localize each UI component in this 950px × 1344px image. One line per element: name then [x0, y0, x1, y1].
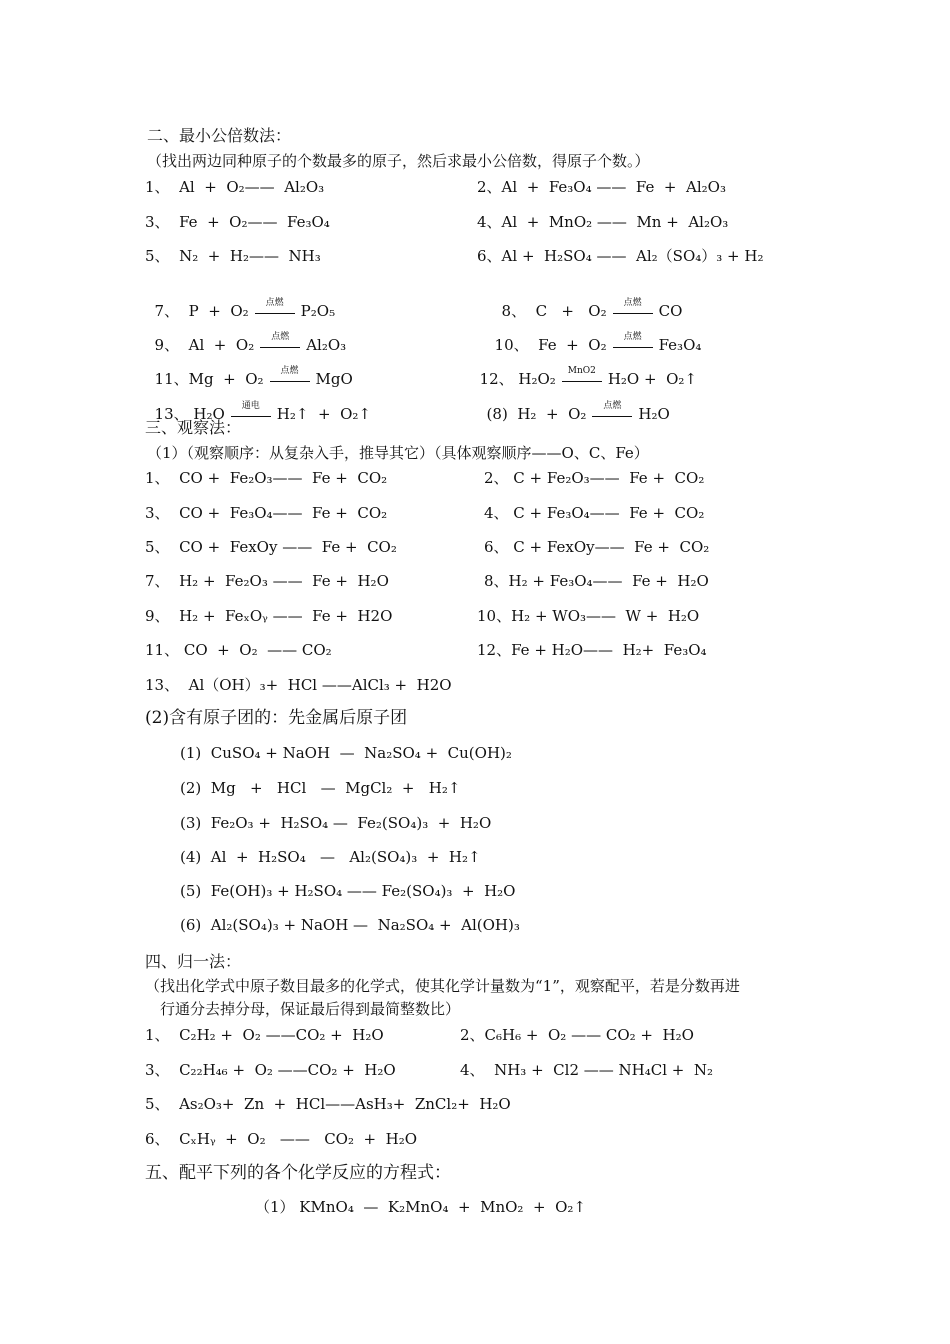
section-title-lcm: 二、最小公倍数法： — [147, 126, 292, 145]
reaction-condition: 点燃 — [258, 339, 302, 353]
equation-row: 2、 C + Fe₂O₃—— Fe + CO₂ — [484, 469, 705, 487]
equation-row: 3、 CO + Fe₃O₄—— Fe + CO₂ — [145, 504, 388, 522]
reaction-condition: 点燃 — [590, 408, 634, 422]
equation-row: 12、 H₂O₂ MnO2 H₂O + O₂↑ — [479, 366, 697, 388]
section-title-balance: 五、配平下列的各个化学反应的方程式： — [145, 1163, 451, 1183]
reaction-condition: 点燃 — [611, 305, 655, 319]
equation-row: (1) CuSO₄ + NaOH — Na₂SO₄ + Cu(OH)₂ — [180, 744, 512, 762]
equation-row: 6、 CₓHᵧ + O₂ —— CO₂ + H₂O — [145, 1130, 418, 1148]
equation-row: (2) Mg + HCl — MgCl₂ + H₂↑ — [180, 779, 461, 797]
equation-row: 5、 N₂ + H₂—— NH₃ — [145, 247, 321, 265]
equation-row: (6) Al₂(SO₄)₃ + NaOH — Na₂SO₄ + Al(OH)₃ — [180, 916, 520, 934]
equation-row: 3、 C₂₂H₄₆ + O₂ ——CO₂ + H₂O — [145, 1061, 396, 1079]
section-title-observation: 三、观察法： — [145, 418, 242, 437]
equation-row: 2、C₆H₆ + O₂ —— CO₂ + H₂O — [460, 1026, 694, 1044]
reaction-condition: 点燃 — [268, 373, 312, 387]
equation-row: 5、 As₂O₃+ Zn + HCl——AsH₃+ ZnCl₂+ H₂O — [145, 1095, 511, 1113]
equation-row: 12、Fe + H₂O—— H₂+ Fe₃O₄ — [477, 641, 707, 659]
equation-row: 11、 CO + O₂ —— CO₂ — [145, 641, 332, 659]
equation-row: 7、 P + O₂ 点燃 P₂O₅ — [154, 298, 336, 320]
equation-row: 9、 H₂ + FeₓOᵧ —— Fe + H2O — [145, 607, 393, 625]
equation-row: 10、 Fe + O₂ 点燃 Fe₃O₄ — [494, 332, 702, 354]
equation-row: 10、H₂ + WO₃—— W + H₂O — [477, 607, 700, 625]
equation-row: 2、Al + Fe₃O₄ —— Fe + Al₂O₃ — [477, 178, 726, 196]
section-note-normalization: （找出化学式中原子数目最多的化学式，使其化学计量数为“1”，观察配平，若是分数再进 — [145, 977, 740, 995]
equation-row: 13、 H₂O 通电 H₂↑ + O₂↑ — [154, 401, 371, 423]
equation-row: 6、 C + FexOy—— Fe + CO₂ — [484, 538, 710, 556]
equation-row: 13、 Al（OH）₃+ HCl ——AlCl₃ + H2O — [145, 676, 452, 694]
equation-row: (8) H₂ + O₂ 点燃 H₂O — [486, 401, 670, 423]
equation-row: 6、Al + H₂SO₄ —— Al₂（SO₄）₃ + H₂ — [477, 247, 764, 265]
section-note-normalization: 行通分去掉分母，保证最后得到最简整数比） — [160, 1000, 461, 1018]
equation-row: 4、Al + MnO₂ —— Mn + Al₂O₃ — [477, 213, 729, 231]
equation-row: 3、 Fe + O₂—— Fe₃O₄ — [145, 213, 330, 231]
equation-row: 1、 Al + O₂—— Al₂O₃ — [145, 178, 325, 196]
equation-row: 1、 CO + Fe₂O₃—— Fe + CO₂ — [145, 469, 388, 487]
reaction-condition: 点燃 — [611, 339, 655, 353]
section-subtitle-observation: （1）（观察顺序：从复杂入手，推导其它）（具体观察顺序——O、C、Fe） — [147, 444, 649, 462]
equation-row: (4) Al + H₂SO₄ — Al₂(SO₄)₃ + H₂↑ — [180, 848, 481, 866]
equation-row: 1、 C₂H₂ + O₂ ——CO₂ + H₂O — [145, 1026, 384, 1044]
reaction-condition: MnO2 — [560, 373, 604, 387]
equation-row: (5) Fe(OH)₃ + H₂SO₄ —— Fe₂(SO₄)₃ + H₂O — [180, 882, 516, 900]
equation-row: 7、 H₂ + Fe₂O₃ —— Fe + H₂O — [145, 572, 389, 590]
equation-row: (3) Fe₂O₃ + H₂SO₄ — Fe₂(SO₄)₃ + H₂O — [180, 814, 492, 832]
reaction-condition: 通电 — [229, 408, 273, 422]
section-subtitle-atom-groups: (2)含有原子团的：先金属后原子团 — [145, 708, 408, 728]
equation-row: （1） KMnO₄ — K₂MnO₄ + MnO₂ + O₂↑ — [255, 1198, 586, 1216]
equation-row: 4、 NH₃ + Cl2 —— NH₄Cl + N₂ — [460, 1061, 714, 1079]
equation-row: 9、 Al + O₂ 点燃 Al₂O₃ — [154, 332, 347, 354]
equation-row: 4、 C + Fe₃O₄—— Fe + CO₂ — [484, 504, 705, 522]
section-note-lcm: （找出两边同种原子的个数最多的原子，然后求最小公倍数，得原子个数。） — [147, 152, 650, 170]
section-title-normalization: 四、归一法： — [145, 952, 242, 971]
equation-row: 11、Mg + O₂ 点燃 MgO — [154, 366, 353, 388]
equation-row: 8、H₂ + Fe₃O₄—— Fe + H₂O — [484, 572, 709, 590]
reaction-condition: 点燃 — [253, 305, 297, 319]
equation-row: 8、 C + O₂ 点燃 CO — [501, 298, 683, 320]
equation-row: 5、 CO + FexOy —— Fe + CO₂ — [145, 538, 397, 556]
